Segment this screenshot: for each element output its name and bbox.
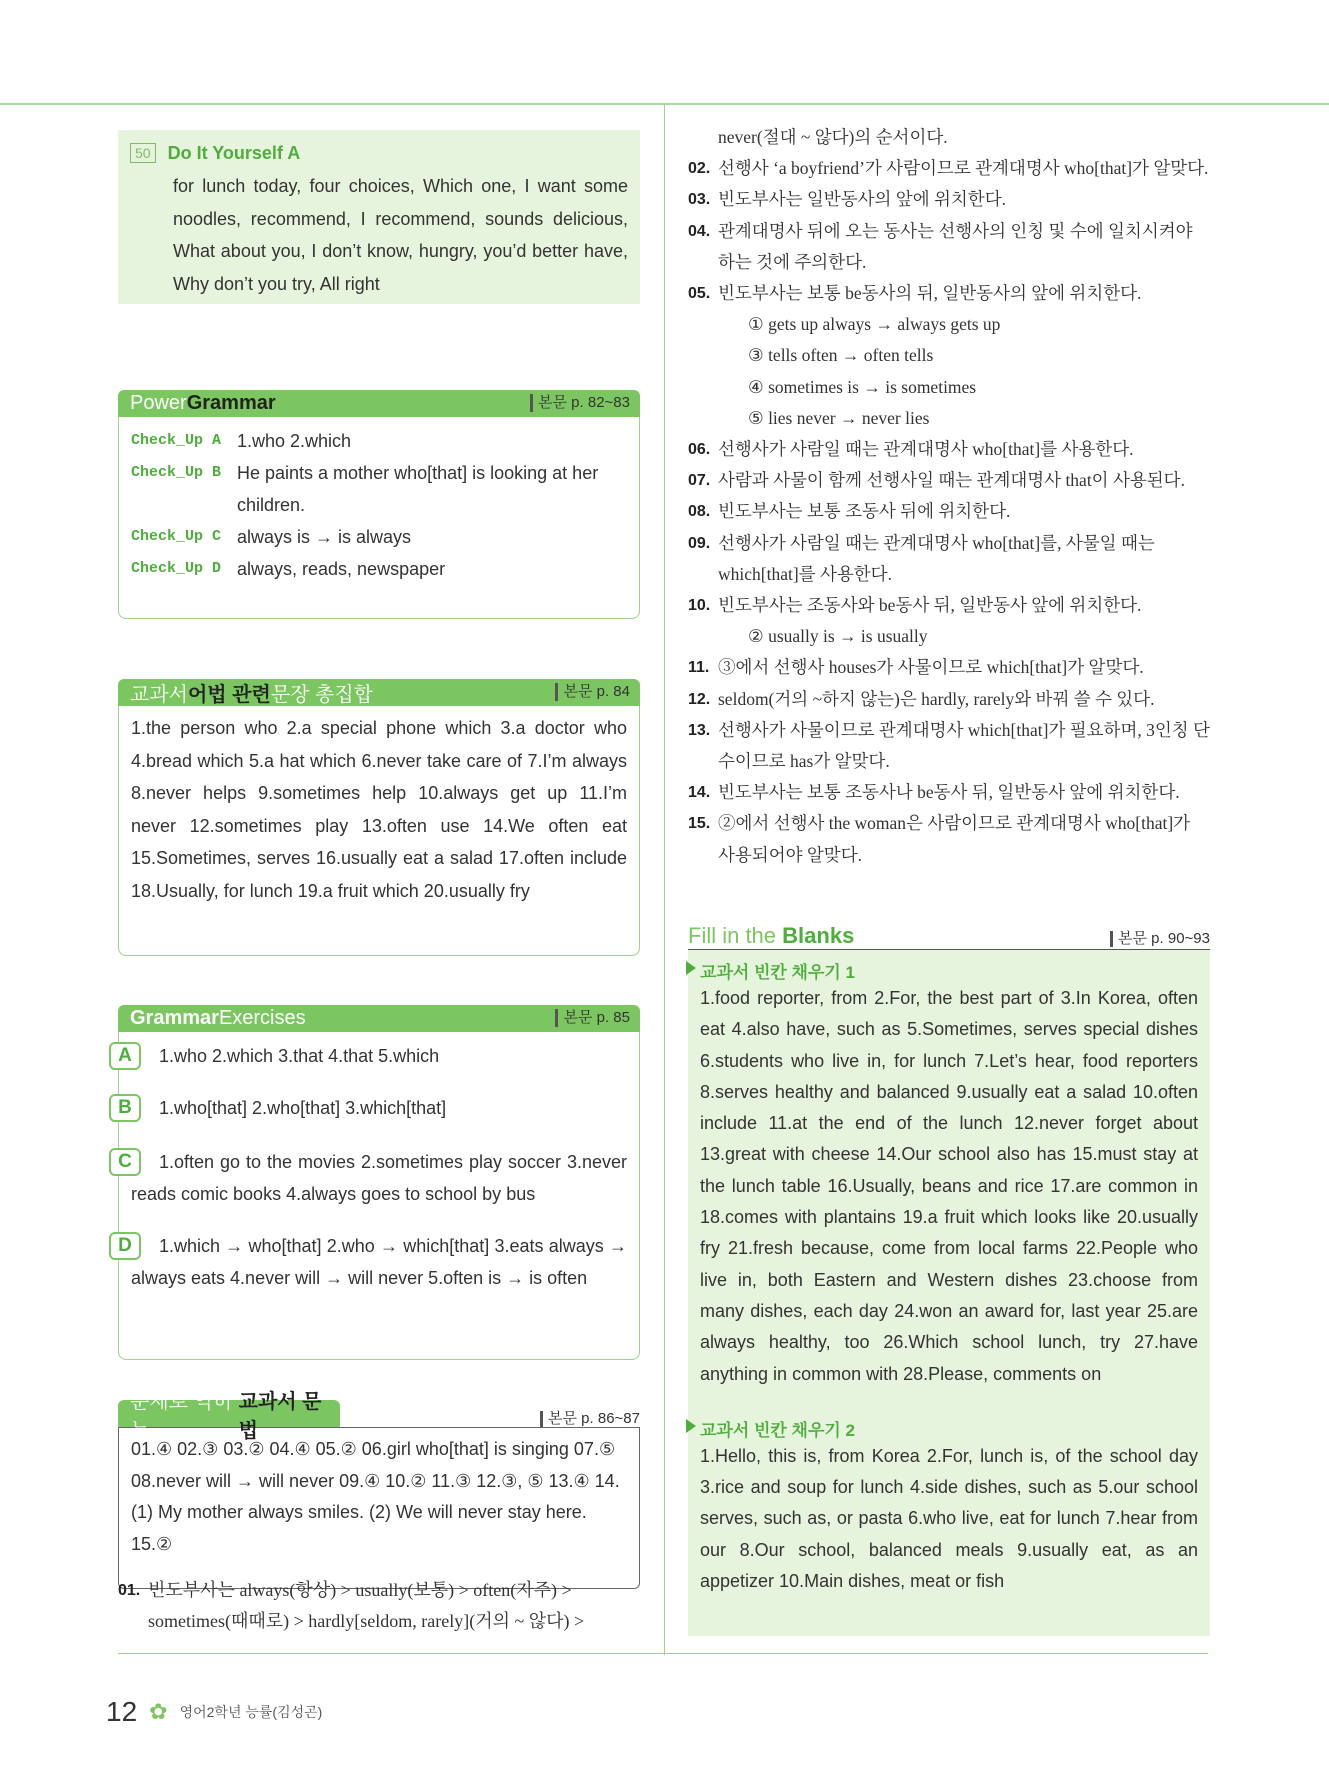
explanation-item xyxy=(688,496,1210,527)
answer-row xyxy=(131,457,627,521)
explanation-text: 빈도부사는 보통 조동사 뒤에 위치한다. xyxy=(718,501,1011,522)
explanation-text: 선행사가 사람일 때는 관계대명사 who[that]를 사용한다. xyxy=(718,439,1134,460)
page-number: 12 xyxy=(106,1696,138,1727)
explanation-item xyxy=(688,808,1210,870)
explanation-text: 빈도부사는 일반동사의 앞에 위치한다. xyxy=(718,189,1006,210)
do-it-yourself-answer: for lunch today, four choices, Which one, I want some noodles, recommend, I recommend, sounds delicious, What about you, I don’t know, hungry, you’d better have, Why don’t you try, All right xyxy=(173,176,628,294)
explanation-text: ③ tells often → often tells xyxy=(748,345,934,366)
explanation-number: 15. xyxy=(688,815,711,833)
do-it-yourself-box xyxy=(118,130,640,304)
explanation-text: 빈도부사는 always(항상) > usually(보통) > often(자주) > sometimes(때때로) > hardly[seldom, rarely](거의 ~ 않다) > xyxy=(148,1580,585,1631)
power-grammar-section xyxy=(118,390,640,619)
exercise-d-answers: 1.which → who[that] 2.who → which[that] 3.eats always → always eats 4.never will → will never 5.often is → is often xyxy=(131,1236,627,1288)
explanation-item xyxy=(688,403,1210,434)
header-title-light: Exercises xyxy=(218,1007,306,1029)
explanation-number xyxy=(688,340,718,371)
do-it-yourself-title: Do It Yourself A xyxy=(167,142,301,163)
explanation-text: ③에서 선행사 houses가 사물이므로 which[that]가 알맞다. xyxy=(718,657,1144,678)
grammar-exercises-section xyxy=(118,1005,640,1360)
explanation-text: 빈도부사는 보통 be동사의 뒤, 일반동사의 앞에 위치한다. xyxy=(718,283,1142,304)
textbook-sentences-section xyxy=(118,679,640,956)
header-title-light: Fill in the xyxy=(688,923,783,948)
column-divider xyxy=(664,105,665,1655)
blanks-answers-1: 1.food reporter, from 2.For, the best part of 3.In Korea, often eat 4.also have, such as 5.Sometimes, serves special dishes 6.students who live in, for lunch 7.Let’s hear, food reporters 8.serves healthy and balanced 9.usually eat a salad 10.often include 11.at the end of the lunch 12.never forget about 13.great with cheese 14.Our school also has 15.must stay at the lunch table 16.Usually, beans and rice 17.are common in 18.comes with plantains 19.a fruit which looks like 20.usually fry 21.fresh because, come from local farms 22.People who live in, both Eastern and Western dishes 23.choose from many dishes, each day 24.won an award for, last year 25.are always healthy, too 26.Which school lunch, try 27.have anything in common with 28.Please, comments on xyxy=(700,988,1198,1384)
exercise-d-badge: D xyxy=(109,1232,141,1260)
blanks-answers-2: 1.Hello, this is, from Korea 2.For, lunch is, of the school day 3.rice and soup for lunch 4.side dishes, such as 5.our school serves, such as, or pasta 6.who live, eat for lunch 7.hear from our 8.Our school, balanced meals 9.usually eat, as an appetizer 10.Main dishes, meat or fish xyxy=(700,1445,1198,1592)
explanation-number xyxy=(688,372,718,403)
explanation-number: 06. xyxy=(688,441,711,459)
exercise-a-answers: 1.who 2.which 3.that 4.that 5.which xyxy=(159,1046,440,1066)
explanation-text: seldom(거의 ~하지 않는)은 hardly, rarely와 바꿔 쓸 수 있다. xyxy=(718,688,1155,709)
header-title-light: 교과서 xyxy=(130,684,188,706)
explanation-item xyxy=(688,621,1210,652)
page-reference: 본문 p. 86~87 xyxy=(540,1411,640,1427)
explanation-number: 01. xyxy=(118,1582,141,1599)
explanation-text: 사람과 사물이 함께 선행사일 때는 관계대명사 that이 사용된다. xyxy=(718,470,1185,491)
explanation-text: never(절대 ~ 않다)의 순서이다. xyxy=(718,127,948,147)
explanation-text: ④ sometimes is → is sometimes xyxy=(748,376,977,397)
explanation-item xyxy=(688,184,1210,215)
exercise-c-answers: 1.often go to the movies 2.sometimes play soccer 3.never reads comic books 4.always goes to school by bus xyxy=(131,1152,627,1204)
textbook-grammar-section xyxy=(118,1390,640,1589)
bottom-rule xyxy=(118,1653,1208,1654)
explanation-01 xyxy=(118,1575,640,1637)
exercise-c-badge: C xyxy=(109,1148,141,1176)
explanation-number xyxy=(688,621,718,652)
textbook-grammar-header xyxy=(118,1390,340,1442)
row-label: Check_Up C xyxy=(131,528,222,545)
explanation-item xyxy=(688,340,1210,371)
row-value: 1.who 2.which xyxy=(237,431,352,451)
subsection-title-1: 교과서 빈칸 채우기 1 xyxy=(700,958,1198,983)
grammar-exercises-box xyxy=(118,1032,640,1360)
subsection-title-2: 교과서 빈칸 채우기 2 xyxy=(700,1416,1198,1441)
explanation-item xyxy=(688,652,1210,683)
row-label: Check_Up B xyxy=(131,464,222,481)
header-title-bold: 어법 관련 xyxy=(187,684,271,706)
explanation-number: 07. xyxy=(688,472,711,490)
header-title-bold: Grammar xyxy=(186,392,276,414)
explanation-number: 05. xyxy=(688,285,711,303)
explanation-list xyxy=(688,122,1210,871)
row-label: Check_Up D xyxy=(131,560,222,577)
explanation-text: 선행사 ‘a boyfriend’가 사람이므로 관계대명사 who[that]가 알맞다. xyxy=(718,158,1209,179)
header-title-light: 문장 총집합 xyxy=(270,684,373,706)
explanation-number: 08. xyxy=(688,503,711,521)
explanation-number: 14. xyxy=(688,784,711,802)
explanation-text: 빈도부사는 보통 조동사나 be동사 뒤, 일반동사 앞에 위치한다. xyxy=(718,782,1180,803)
answer-row xyxy=(131,521,627,553)
explanation-number: 02. xyxy=(688,160,711,178)
page-footer xyxy=(106,1696,322,1728)
explanation-item xyxy=(688,278,1210,309)
explanation-item xyxy=(688,309,1210,340)
answer-row xyxy=(131,425,627,457)
header-title-bold: Grammar xyxy=(130,1007,219,1029)
explanation-item xyxy=(688,684,1210,715)
header-title-light: Power xyxy=(130,392,187,414)
explanation-text: 선행사가 사람일 때는 관계대명사 who[that]를, 사물일 때는 which[that]를 사용한다. xyxy=(718,532,1155,584)
explanation-text: 관계대명사 뒤에 오는 동사는 선행사의 인칭 및 수에 일치시켜야 하는 것에 주의한다. xyxy=(718,220,1193,272)
explanation-item xyxy=(688,153,1210,184)
explanation-number: 03. xyxy=(688,191,711,209)
power-grammar-header xyxy=(118,390,640,417)
textbook-sentences-header xyxy=(118,679,640,706)
explanation-number xyxy=(688,403,718,434)
explanation-text: ⑤ lies never → never lies xyxy=(748,407,930,428)
explanation-text: ① gets up always → always gets up xyxy=(748,314,1001,335)
row-value: always is → is always xyxy=(237,527,412,547)
page-reference: 본문 p. 82~83 xyxy=(530,394,630,412)
explanation-item xyxy=(688,122,1210,153)
leaf-icon: ✿ xyxy=(149,1699,168,1724)
grammar-exercises-header xyxy=(118,1005,640,1032)
fill-in-the-blanks-body xyxy=(688,950,1210,1636)
book-title: 영어2학년 능률(김성곤) xyxy=(179,1704,323,1720)
explanation-text: 선행사가 사물이므로 관계대명사 which[that]가 필요하며, 3인칭 단수이므로 has가 알맞다. xyxy=(718,719,1210,772)
explanation-number xyxy=(688,122,718,153)
page-reference: 본문 p. 84 xyxy=(555,683,630,701)
page-reference: 본문 p. 90~93 xyxy=(1110,931,1210,947)
explanation-number: 13. xyxy=(688,721,711,739)
header-title-bold: 교과서 문법 xyxy=(238,1390,322,1442)
explanation-item xyxy=(688,465,1210,496)
explanation-text: ②에서 선행사 the woman은 사람이므로 관계대명사 who[that]가 사용되어야 알맞다. xyxy=(718,813,1191,865)
explanation-text: 빈도부사는 조동사와 be동사 뒤, 일반동사 앞에 위치한다. xyxy=(718,595,1142,616)
explanation-number: 09. xyxy=(688,534,711,552)
explanation-number xyxy=(688,309,718,340)
explanation-item xyxy=(688,777,1210,808)
explanation-number: 04. xyxy=(688,222,711,240)
explanation-item xyxy=(688,372,1210,403)
explanation-number: 12. xyxy=(688,690,711,708)
fill-in-the-blanks-section xyxy=(688,924,1210,1636)
explanation-item xyxy=(688,216,1210,278)
explanation-text: ② usually is → is usually xyxy=(748,626,928,647)
textbook-sentences-box: 1.the person who 2.a special phone which 3.a doctor who 4.bread which 5.a hat which 6.never take care of 7.I’m always 8.never helps 9.sometimes help 10.always get up 11.I’m never 12.sometimes play 13.often use 14.We often eat 15.Sometimes, serves 16.usually eat a salad 17.often include 18.Usually, for lunch 19.a fruit which 20.usually fry xyxy=(118,706,640,956)
explanation-number: 10. xyxy=(688,597,711,615)
exercise-b-badge: B xyxy=(109,1094,141,1122)
answer-row xyxy=(131,553,627,585)
page-reference: 본문 p. 85 xyxy=(555,1009,630,1027)
explanation-item xyxy=(688,528,1210,590)
textbook-grammar-box: 01.④ 02.③ 03.② 04.④ 05.② 06.girl who[that] is singing 07.⑤ 08.never will → will never 09.④ 10.② 11.③ 12.③, ⑤ 13.④ 14.(1) My mother always smiles. (2) We will never stay here. 15.② xyxy=(118,1427,640,1589)
row-value: He paints a mother who[that] is looking at her children. xyxy=(237,463,599,515)
exercise-b-answers: 1.who[that] 2.who[that] 3.which[that] xyxy=(159,1098,447,1118)
explanation-item xyxy=(688,715,1210,777)
header-title-light: 문제로 익히는 xyxy=(130,1390,233,1442)
row-label: Check_Up A xyxy=(131,432,222,449)
explanation-item xyxy=(688,434,1210,465)
exercise-a-badge: A xyxy=(109,1042,141,1070)
explanation-item xyxy=(688,590,1210,621)
item-number: 50 xyxy=(130,143,156,163)
explanation-number: 11. xyxy=(688,659,710,677)
power-grammar-box xyxy=(118,417,640,619)
row-value: always, reads, newspaper xyxy=(237,559,446,579)
fill-in-the-blanks-header xyxy=(688,924,1210,950)
header-title-bold: Blanks xyxy=(782,923,855,948)
